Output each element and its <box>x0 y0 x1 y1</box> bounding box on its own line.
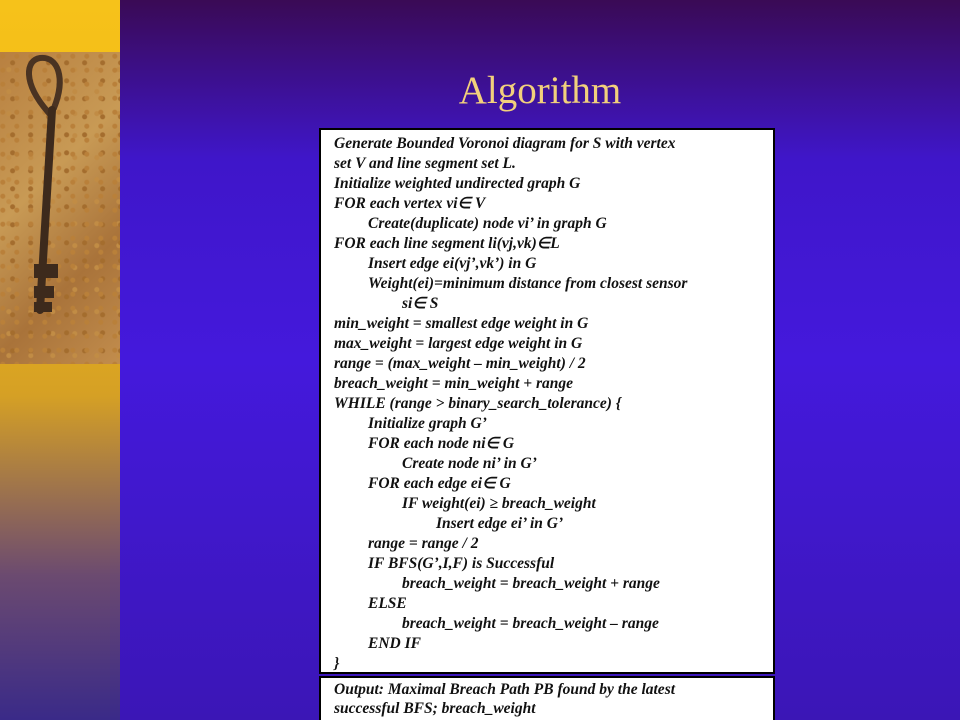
output-box <box>319 676 775 720</box>
algo-line-21: range = range / 2 <box>368 535 479 552</box>
algo-line-1: Generate Bounded Voronoi diagram for S with vertex <box>334 135 676 152</box>
algo-line-9: si∈ S <box>402 295 439 312</box>
algo-line-17: Create node ni’ in G’ <box>402 455 537 472</box>
algorithm-box <box>319 128 775 674</box>
algo-line-20: Insert edge ei’ in G’ <box>436 515 564 532</box>
algo-line-3: Initialize weighted undirected graph G <box>334 175 581 192</box>
algo-line-4: FOR each vertex vi∈ V <box>334 195 486 212</box>
key-icon <box>0 52 120 364</box>
algo-line-24: ELSE <box>368 595 407 612</box>
algo-line-23: breach_weight = breach_weight + range <box>402 575 660 592</box>
algo-line-12: range = (max_weight – min_weight) / 2 <box>334 355 586 372</box>
algo-line-25: breach_weight = breach_weight – range <box>402 615 659 632</box>
algo-line-2: set V and line segment set L. <box>334 155 516 172</box>
algo-line-27: } <box>334 655 340 672</box>
algo-line-16: FOR each node ni∈ G <box>368 435 515 452</box>
algo-line-11: max_weight = largest edge weight in G <box>334 335 583 352</box>
algo-line-6: FOR each line segment li(vj,vk)∈L <box>334 235 560 252</box>
algo-line-15: Initialize graph G’ <box>368 415 487 432</box>
algo-line-8: Weight(ei)=minimum distance from closest sensor <box>368 275 688 292</box>
algo-line-13: breach_weight = min_weight + range <box>334 375 573 392</box>
algo-line-10: min_weight = smallest edge weight in G <box>334 315 589 332</box>
algo-line-7: Insert edge ei(vj’,vk’) in G <box>368 255 537 272</box>
slide-title: Algorithm <box>458 69 622 112</box>
output-line-2: successful BFS; breach_weight <box>334 700 536 717</box>
algo-line-19: IF weight(ei) ≥ breach_weight <box>402 495 596 512</box>
algo-line-26: END IF <box>368 635 421 652</box>
algo-line-22: IF BFS(G’,I,F) is Successful <box>368 555 555 572</box>
algo-line-5: Create(duplicate) node vi’ in graph G <box>368 215 607 232</box>
output-line-1: Output: Maximal Breach Path PB found by the latest <box>334 681 676 698</box>
old-key-photo <box>0 52 120 364</box>
algo-line-18: FOR each edge ei∈ G <box>368 475 511 492</box>
algo-line-14: WHILE (range > binary_search_tolerance) { <box>334 395 622 412</box>
